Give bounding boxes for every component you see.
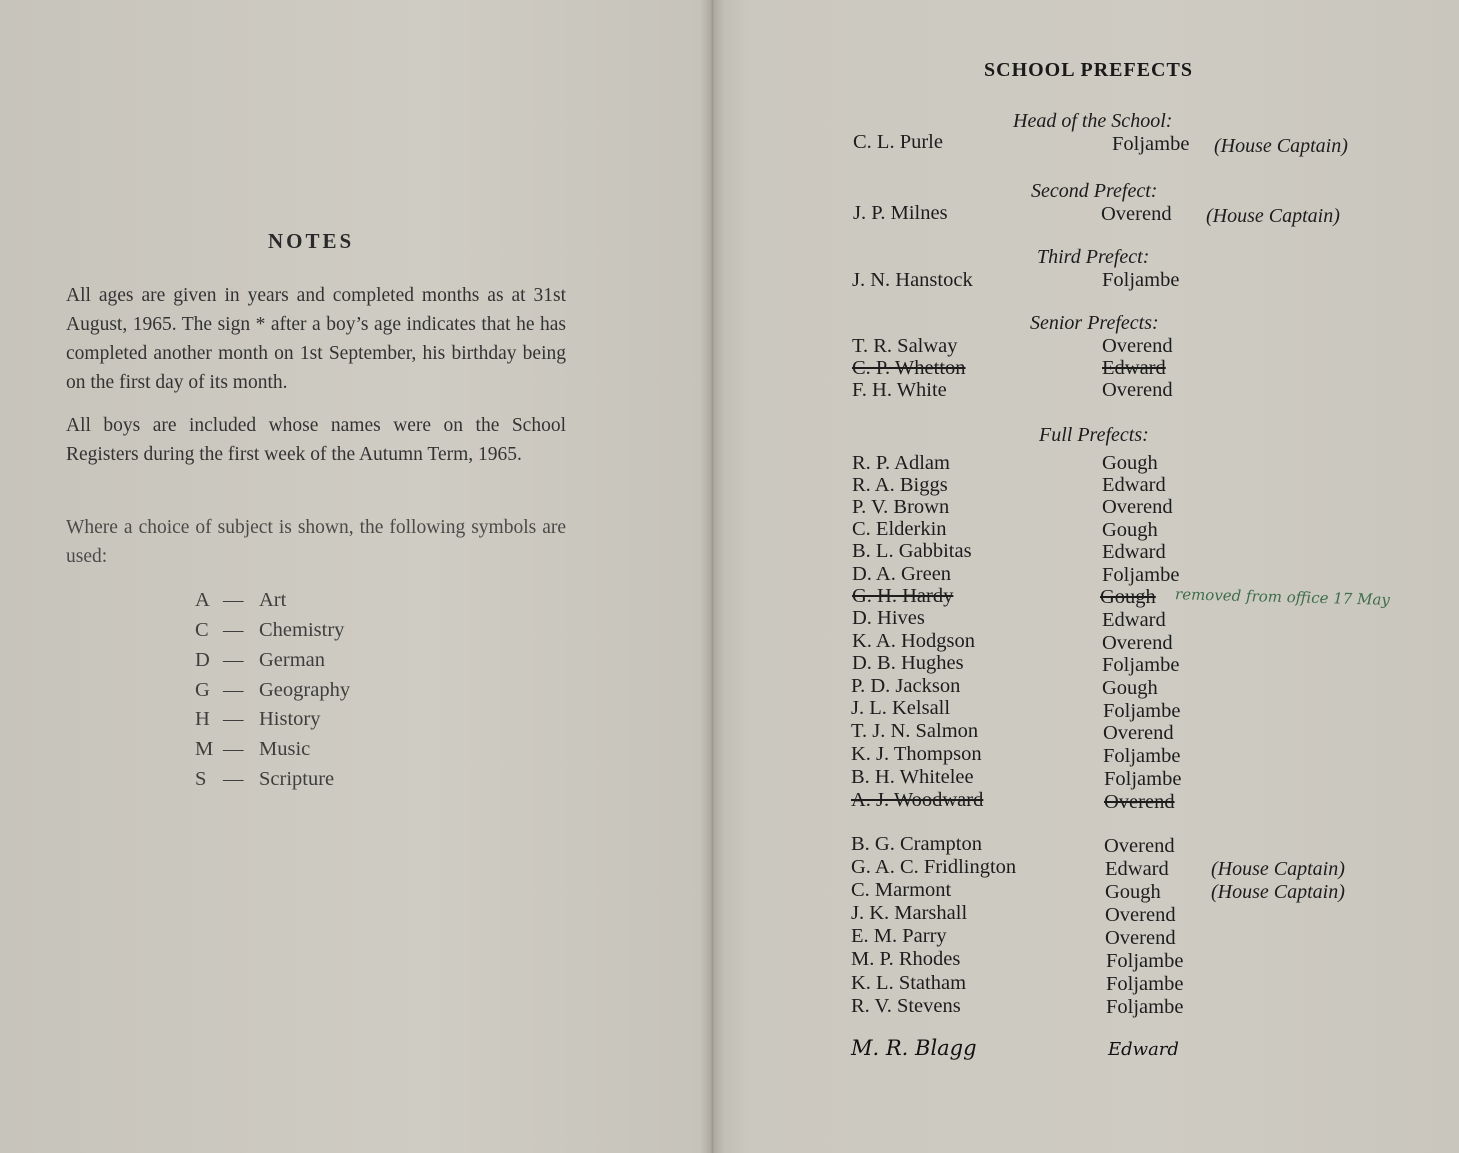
symbol-key: G <box>195 679 210 701</box>
symbol-row <box>195 589 286 612</box>
full-name: D. Hives <box>852 607 925 629</box>
senior-heading: Senior Prefects: <box>1030 312 1159 334</box>
symbol-key: M <box>195 738 214 760</box>
full-name: D. A. Green <box>852 563 952 585</box>
full-house-struck: Overend <box>1104 791 1175 813</box>
other-name: J. K. Marshall <box>851 902 968 924</box>
notes-paragraph-symbols: Where a choice of subject is shown, the following symbols are used: <box>66 517 566 567</box>
full-house: Edward <box>1102 609 1166 631</box>
symbol-dash: — <box>223 619 244 641</box>
symbol-key: D <box>195 649 210 671</box>
symbol-label: Art <box>259 589 287 611</box>
symbol-key: C <box>195 619 209 641</box>
page-fold <box>700 0 724 1153</box>
left-page <box>0 0 712 1153</box>
other-note: (House Captain) <box>1211 881 1345 903</box>
head-house: Foljambe <box>1112 133 1190 155</box>
third-house: Foljambe <box>1102 269 1180 291</box>
full-name: R. P. Adlam <box>852 452 950 474</box>
full-house: Edward <box>1102 541 1166 563</box>
symbol-row <box>195 619 344 642</box>
head-heading: Head of the School: <box>1013 110 1173 132</box>
full-name: J. L. Kelsall <box>851 697 951 719</box>
other-name: R. V. Stevens <box>851 995 961 1017</box>
full-name: C. Elderkin <box>852 518 947 540</box>
senior-house-struck: Edward <box>1102 357 1166 379</box>
full-house: Foljambe <box>1103 700 1181 722</box>
full-name-struck: G. H. Hardy <box>852 585 954 607</box>
full-name: D. B. Hughes <box>852 652 964 674</box>
full-name: K. A. Hodgson <box>852 630 976 652</box>
symbol-label: History <box>259 708 321 730</box>
notes-paragraph-ages: All ages are given in years and completed months as at 31st August, 1965. The sign * after a boy’s age indicates that he has completed another month on 1st September, his birthday being on the first day of its month. <box>66 285 566 393</box>
symbol-dash: — <box>223 708 244 730</box>
senior-name: T. R. Salway <box>852 335 958 357</box>
head-note: (House Captain) <box>1214 135 1348 157</box>
other-house: Foljambe <box>1106 950 1184 972</box>
full-house: Overend <box>1102 496 1173 518</box>
full-house-struck: Gough <box>1100 586 1156 608</box>
full-name: R. A. Biggs <box>852 474 948 496</box>
senior-house: Overend <box>1102 379 1173 401</box>
full-house: Foljambe <box>1104 768 1182 790</box>
senior-house: Overend <box>1102 335 1173 357</box>
other-house: Edward <box>1105 858 1169 880</box>
symbol-dash: — <box>223 738 244 760</box>
full-house: Foljambe <box>1102 564 1180 586</box>
full-house: Foljambe <box>1103 745 1181 767</box>
senior-name: F. H. White <box>852 379 947 401</box>
full-house: Gough <box>1102 677 1158 699</box>
symbol-dash: — <box>223 589 244 611</box>
handwritten-removal-note: removed from office 17 May <box>1174 585 1391 609</box>
symbol-dash: — <box>223 649 244 671</box>
symbol-label: Scripture <box>259 768 335 790</box>
symbol-row <box>195 738 310 761</box>
other-name: G. A. C. Fridlington <box>851 856 1017 878</box>
full-name: T. J. N. Salmon <box>851 720 979 742</box>
symbol-dash: — <box>223 679 244 701</box>
symbol-row <box>195 708 321 731</box>
full-name: K. J. Thompson <box>851 743 982 765</box>
right-page <box>712 0 1459 1153</box>
full-house: Foljambe <box>1102 654 1180 676</box>
full-house: Edward <box>1102 474 1166 496</box>
other-house: Overend <box>1104 835 1175 857</box>
full-house: Gough <box>1102 452 1158 474</box>
other-name: M. P. Rhodes <box>851 948 961 970</box>
notes-paragraph-registers: All boys are included whose names were on the School Registers during the first week of the Autumn Term, 1965. <box>66 415 566 465</box>
other-house: Gough <box>1105 881 1161 903</box>
symbol-label: Chemistry <box>259 619 345 641</box>
symbol-label: Music <box>259 738 311 760</box>
full-house: Overend <box>1102 632 1173 654</box>
other-house: Foljambe <box>1106 973 1184 995</box>
full-name: B. L. Gabbitas <box>852 540 972 562</box>
senior-name-struck: C. P. Whetton <box>852 357 966 379</box>
full-house: Gough <box>1102 519 1158 541</box>
symbol-row <box>195 649 325 672</box>
second-note: (House Captain) <box>1206 205 1340 227</box>
other-name: C. Marmont <box>851 879 952 901</box>
other-house: Foljambe <box>1106 996 1184 1018</box>
handwritten-name: M. R. Blagg <box>851 1036 977 1060</box>
symbol-dash: — <box>223 768 244 790</box>
full-name: B. H. Whitelee <box>851 766 974 788</box>
full-house: Overend <box>1103 722 1174 744</box>
full-name-struck: A. J. Woodward <box>851 789 984 811</box>
full-name: P. V. Brown <box>852 496 950 518</box>
handwritten-house: Edward <box>1108 1039 1179 1060</box>
prefects-title: SCHOOL PREFECTS <box>984 59 1193 81</box>
symbol-row <box>195 679 350 702</box>
symbol-row <box>195 768 334 791</box>
full-heading: Full Prefects: <box>1039 424 1149 446</box>
other-note: (House Captain) <box>1211 858 1345 880</box>
third-name: J. N. Hanstock <box>852 269 973 291</box>
symbol-key: A <box>195 589 210 611</box>
other-house: Overend <box>1105 927 1176 949</box>
other-name: B. G. Crampton <box>851 833 982 855</box>
symbol-key: S <box>195 768 207 790</box>
symbol-key: H <box>195 708 210 730</box>
symbol-label: German <box>259 649 326 671</box>
other-house: Overend <box>1105 904 1176 926</box>
second-heading: Second Prefect: <box>1031 180 1158 202</box>
other-name: K. L. Statham <box>851 972 967 994</box>
second-house: Overend <box>1101 203 1172 225</box>
third-heading: Third Prefect: <box>1037 246 1150 268</box>
head-name: C. L. Purle <box>853 131 943 153</box>
notes-title: NOTES <box>268 229 355 253</box>
other-name: E. M. Parry <box>851 925 947 947</box>
full-name: P. D. Jackson <box>851 675 961 697</box>
second-name: J. P. Milnes <box>853 202 948 224</box>
symbol-label: Geography <box>259 679 351 701</box>
